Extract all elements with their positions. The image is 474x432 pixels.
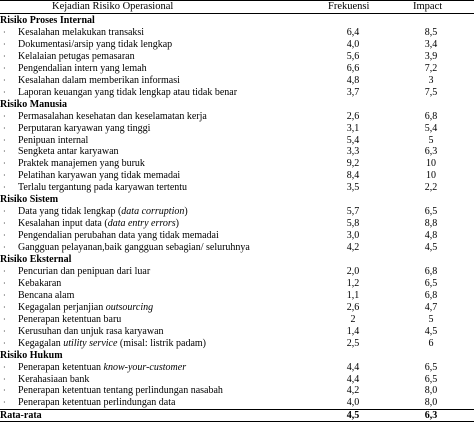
- row-label-text: Bencana alam: [18, 289, 75, 301]
- row-label: [18, 242, 250, 254]
- impact-value: 4,8: [424, 230, 438, 242]
- frequency-value: 5,6: [346, 50, 360, 62]
- row-label-italic: know-your-customer: [103, 361, 187, 373]
- bullet-icon: ·: [3, 243, 6, 253]
- impact-value: 7,5: [424, 86, 438, 98]
- frequency-value: 4,0: [346, 38, 360, 50]
- table-row: [0, 290, 474, 302]
- impact-value: 6,5: [424, 206, 438, 218]
- frequency-value: 5,8: [346, 218, 360, 230]
- row-label-text: Kesalahan melakukan transaksi: [18, 26, 145, 38]
- bullet-icon: ·: [3, 27, 6, 37]
- frequency-value: 2,6: [346, 110, 360, 122]
- row-label: [18, 338, 206, 350]
- bullet-icon: ·: [3, 386, 6, 396]
- row-label: [18, 374, 89, 386]
- impact-value: 6,8: [424, 289, 438, 301]
- bullet-icon: ·: [3, 63, 6, 73]
- frequency-value: 4,0: [346, 397, 360, 409]
- table-row: [0, 87, 474, 99]
- row-label-text: Kesalahan input data (: [18, 218, 108, 230]
- bullet-icon: ·: [3, 266, 6, 276]
- bullet-icon: ·: [3, 326, 6, 336]
- frequency-value: 2,0: [346, 265, 360, 277]
- row-label-text: Kesalahan dalam memberikan informasi: [18, 74, 180, 86]
- row-label: [18, 290, 74, 302]
- row-label-text: Gangguan pelayanan,baik gangguan sebagian/ seluruhnya: [18, 242, 250, 254]
- bullet-icon: ·: [3, 338, 6, 348]
- row-label-tail: (misal: listrik padam): [117, 337, 207, 349]
- row-label-text: Pengendalian perubahan data yang tidak memadai: [18, 230, 219, 242]
- frequency-value: 5,4: [346, 134, 360, 146]
- frequency-value: 2,6: [346, 301, 360, 313]
- bullet-icon: ·: [3, 302, 6, 312]
- impact-value: 6,8: [424, 110, 438, 122]
- table-row: [0, 123, 474, 135]
- impact-value: 5: [428, 313, 434, 325]
- bullet-icon: ·: [3, 39, 6, 49]
- frequency-value: 1,1: [346, 289, 360, 301]
- row-label: [18, 230, 219, 242]
- impact-value: 4,7: [424, 301, 438, 313]
- table-row: [0, 218, 474, 230]
- table-row: [0, 326, 474, 338]
- impact-value: 8,8: [424, 218, 438, 230]
- bullet-icon: ·: [3, 374, 6, 384]
- row-label-text: Pengendalian intern yang lemah: [18, 62, 147, 74]
- table-row: [0, 314, 474, 326]
- bullet-icon: ·: [3, 362, 6, 372]
- row-label: [18, 170, 180, 182]
- table-row: [0, 338, 474, 350]
- bullet-icon: ·: [3, 135, 6, 145]
- impact-value: 8,5: [424, 26, 438, 38]
- bullet-icon: ·: [3, 75, 6, 85]
- frequency-value: 3,3: [346, 146, 360, 158]
- row-label-text: Penerapan ketentuan tentang perlindungan nasabah: [18, 385, 223, 397]
- row-label-text: Kerahasiaan bank: [18, 373, 90, 385]
- footer-impact: 6,3: [424, 410, 438, 422]
- impact-value: 8,0: [424, 397, 438, 409]
- table-row: [0, 362, 474, 374]
- bullet-icon: ·: [3, 171, 6, 181]
- impact-value: 6,5: [424, 373, 438, 385]
- bullet-icon: ·: [3, 231, 6, 241]
- row-label: [18, 326, 164, 338]
- row-label: [18, 111, 207, 123]
- footer-row: [0, 409, 474, 422]
- row-label: [18, 123, 150, 135]
- impact-value: 3,4: [424, 38, 438, 50]
- row-label: [18, 397, 175, 409]
- group-title: Risiko Sistem: [0, 194, 59, 206]
- row-label: [18, 75, 180, 87]
- frequency-value: 9,2: [346, 158, 360, 170]
- impact-value: 6,5: [424, 277, 438, 289]
- table-row: [0, 170, 474, 182]
- frequency-value: 3,7: [346, 86, 360, 98]
- row-label-text: Dokumentasi/arsip yang tidak lengkap: [18, 38, 173, 50]
- row-label: [18, 39, 172, 51]
- row-label-italic: data entry errors: [107, 218, 176, 230]
- bullet-icon: ·: [3, 290, 6, 300]
- row-label-text: Sengketa antar karyawan: [18, 146, 119, 158]
- table-row: [0, 27, 474, 39]
- frequency-value: 3,0: [346, 230, 360, 242]
- impact-value: 10: [426, 170, 436, 182]
- group-row: [0, 194, 474, 206]
- table-row: [0, 75, 474, 87]
- bullet-icon: ·: [3, 123, 6, 133]
- frequency-value: 5,7: [346, 206, 360, 218]
- impact-value: 6,3: [424, 146, 438, 158]
- row-label-tail: ): [184, 206, 188, 218]
- row-label-text: Kelalaian petugas pemasaran: [18, 50, 135, 62]
- group-row: [0, 350, 474, 362]
- impact-value: 4,5: [424, 325, 438, 337]
- frequency-value: 8,4: [346, 170, 360, 182]
- footer-frequency: 4,5: [346, 410, 360, 422]
- bullet-icon: ·: [3, 219, 6, 229]
- bullet-icon: ·: [3, 398, 6, 408]
- row-label-text: Penerapan ketentuan baru: [18, 313, 122, 325]
- frequency-value: 1,4: [346, 325, 360, 337]
- row-label-tail: ): [175, 218, 179, 230]
- impact-value: 4,5: [424, 242, 438, 254]
- row-label-text: Terlalu tergantung pada karyawan tertentu: [18, 182, 188, 194]
- row-label-text: Kegagalan: [18, 337, 64, 349]
- row-label-italic: utility service: [63, 337, 118, 349]
- row-label-text: Penipuan internal: [18, 134, 89, 146]
- row-label-italic: data corruption: [121, 206, 185, 218]
- frequency-value: 4,4: [346, 373, 360, 385]
- bullet-icon: ·: [3, 51, 6, 61]
- frequency-value: 3,1: [346, 122, 360, 134]
- bullet-icon: ·: [3, 207, 6, 217]
- frequency-value: 4,8: [346, 74, 360, 86]
- row-label: [18, 158, 145, 170]
- table-row: [0, 266, 474, 278]
- bullet-icon: ·: [3, 147, 6, 157]
- bullet-icon: ·: [3, 314, 6, 324]
- group-row: [0, 99, 474, 111]
- row-label-text: Praktek manajemen yang buruk: [18, 158, 145, 170]
- row-label-text: Permasalahan kesehatan dan keselamatan kerja: [18, 110, 207, 122]
- frequency-value: 4,2: [346, 385, 360, 397]
- row-label: [18, 51, 135, 63]
- table-row: [0, 206, 474, 218]
- footer-label: Rata-rata: [0, 410, 42, 422]
- header-frequency: Frekuensi: [328, 1, 370, 12]
- row-label: [18, 63, 147, 75]
- row-label: [18, 146, 119, 158]
- group-title: Risiko Eksternal: [0, 254, 72, 265]
- table-row: [0, 146, 474, 158]
- impact-value: 6,8: [424, 265, 438, 277]
- row-label: [18, 218, 179, 230]
- row-label: [18, 87, 237, 99]
- row-label: [18, 302, 153, 314]
- frequency-value: 6,6: [346, 62, 360, 74]
- row-label-text: Kebakaran: [18, 277, 62, 289]
- impact-value: 5: [428, 134, 434, 146]
- table-row: [0, 397, 474, 409]
- bullet-icon: ·: [3, 87, 6, 97]
- impact-value: 8,0: [424, 385, 438, 397]
- row-label-text: Kegagalan perjanjian: [18, 301, 106, 313]
- impact-value: 3,9: [424, 50, 438, 62]
- bullet-icon: ·: [3, 159, 6, 169]
- row-label-text: Data yang tidak lengkap (: [18, 206, 122, 218]
- impact-value: 2,2: [424, 182, 438, 194]
- frequency-value: 2,5: [346, 337, 360, 349]
- frequency-value: 6,4: [346, 26, 360, 38]
- row-label: [18, 135, 88, 147]
- row-label: [18, 206, 188, 218]
- table-row: [0, 158, 474, 170]
- header-event: Kejadian Risiko Operasional: [52, 1, 174, 12]
- group-title: Risiko Manusia: [0, 98, 67, 110]
- group-title: Risiko Hukum: [0, 349, 63, 361]
- row-label-text: Kerusuhan dan unjuk rasa karyawan: [18, 325, 164, 337]
- frequency-value: 1,2: [346, 277, 360, 289]
- frequency-value: 4,2: [346, 242, 360, 254]
- group-row: [0, 15, 474, 27]
- table-row: [0, 39, 474, 51]
- row-label: [18, 362, 186, 374]
- row-label: [18, 385, 223, 397]
- row-label: [18, 182, 187, 194]
- row-label-italic: outsourcing: [105, 301, 154, 313]
- bullet-icon: ·: [3, 111, 6, 121]
- group-row: [0, 254, 474, 266]
- row-label-text: Laporan keuangan yang tidak lengkap atau tidak benar: [18, 86, 238, 98]
- row-label: [18, 278, 61, 290]
- impact-value: 6,5: [424, 361, 438, 373]
- impact-value: 5,4: [424, 122, 438, 134]
- row-label: [18, 27, 144, 39]
- table-row: [0, 51, 474, 63]
- table-row: [0, 385, 474, 397]
- table-row: [0, 63, 474, 75]
- group-title: Risiko Proses Internal: [0, 15, 95, 26]
- table-row: [0, 135, 474, 147]
- impact-value: 7,2: [424, 62, 438, 74]
- frequency-value: 4,4: [346, 361, 360, 373]
- row-label-text: Perputaran karyawan yang tinggi: [18, 122, 151, 134]
- row-label-text: Penerapan ketentuan: [18, 361, 104, 373]
- impact-value: 10: [426, 158, 436, 170]
- row-label: [18, 314, 121, 326]
- frequency-value: 3,5: [346, 182, 360, 194]
- row-label-text: Pelatihan karyawan yang tidak memadai: [18, 170, 181, 182]
- table-row: [0, 278, 474, 290]
- table-row: [0, 374, 474, 386]
- bullet-icon: ·: [3, 183, 6, 193]
- impact-value: 6: [428, 337, 434, 349]
- row-label: [18, 266, 150, 278]
- table-row: [0, 242, 474, 254]
- row-label-text: Penerapan ketentuan perlindungan data: [18, 397, 176, 409]
- bullet-icon: ·: [3, 278, 6, 288]
- table-row: [0, 111, 474, 123]
- table-row: [0, 230, 474, 242]
- table-row: [0, 302, 474, 314]
- impact-value: 3: [428, 74, 434, 86]
- row-label-text: Pencurian dan penipuan dari luar: [18, 265, 151, 277]
- table-header: [0, 0, 474, 14]
- header-impact: Impact: [413, 1, 443, 12]
- table-row: [0, 182, 474, 194]
- frequency-value: 2: [350, 313, 356, 325]
